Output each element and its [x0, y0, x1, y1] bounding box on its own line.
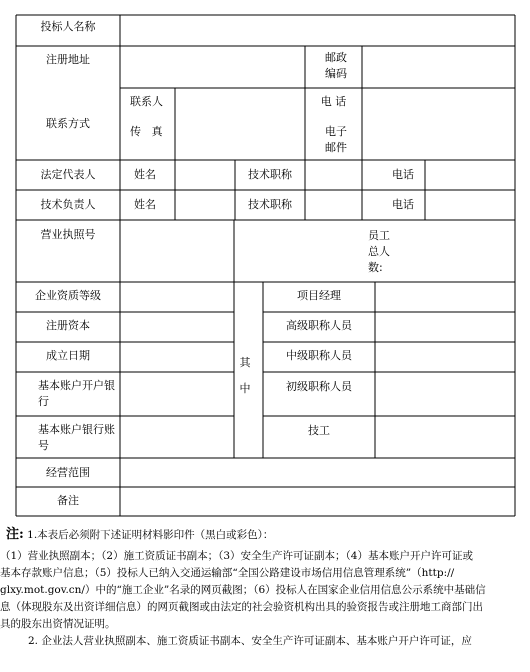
mid-title-label: 中级职称人员: [286, 349, 352, 362]
notes-line-6: 具的股东出资情况证明。: [0, 618, 116, 630]
notes-label: 注:: [6, 527, 24, 542]
tech-lead-label: 技术负责人: [40, 198, 96, 211]
staff-total-label: 员工总人数:: [368, 229, 390, 274]
legal-rep-name-label: 姓名: [134, 168, 156, 181]
notes-line-7: 2. 企业法人营业执照副本、施工资质证书副本、安全生产许可证副本、基本账户开户许可证，应: [28, 635, 472, 647]
notes-section: [0, 526, 530, 650]
remarks-label: 备注: [57, 494, 79, 507]
junior-title-label: 初级职称人员: [286, 380, 352, 393]
notes-line-5: 息（体现股东及出资详细信息）的网页截图或由法定的社会验资机构出具的验资报告或注册地工商部门出: [0, 601, 483, 613]
phone-label-top: 电 话: [320, 95, 347, 108]
tech-lead-phone-label: 电话: [392, 198, 414, 211]
legal-rep-label: 法定代表人: [40, 168, 96, 181]
est-date-label: 成立日期: [46, 349, 90, 362]
email-label: 电子邮件: [325, 125, 347, 154]
legal-rep-phone-label: 电话: [392, 168, 414, 181]
reg-capital-label: 注册资本: [46, 319, 90, 332]
bank-account-label: 基本账户银行账号: [38, 423, 115, 452]
fax-label: 传 真: [130, 125, 163, 138]
business-scope-label: 经营范围: [46, 466, 90, 479]
qualification-label: 企业资质等级: [35, 289, 101, 302]
contact-person-label: 联系人: [130, 95, 163, 108]
project-manager-label: 项目经理: [297, 289, 341, 302]
senior-title-label: 高级职称人员: [286, 319, 352, 332]
tech-lead-title-label: 技术职称: [248, 198, 292, 211]
bidder-name-label: 投标人名称: [40, 20, 96, 33]
technician-label: 技工: [308, 424, 330, 437]
legal-rep-title-label: 技术职称: [248, 168, 292, 181]
notes-line-1: 1.本表后必须附下述证明材料影印件（黑白或彩色）：: [27, 529, 274, 541]
contact-method-label: 联系方式: [46, 117, 90, 130]
tech-lead-name-label: 姓名: [134, 198, 156, 211]
bank-name-label: 基本账户开户银行: [38, 379, 115, 408]
notes-line-4: glxy.mot.gov.cn/）中的“施工企业”名录的网页截图；（6）投标人在国家企业信用信息公示系统中基础信: [0, 584, 486, 596]
notes-line-3: 基本存款账户信息；（5）投标人已纳入交通运输部“全国公路建设市场信用信息管理系统”（http://: [0, 567, 455, 579]
reg-address-label: 注册地址: [46, 53, 90, 66]
license-no-label: 营业执照号: [40, 228, 96, 241]
among-label: 其中: [239, 356, 251, 395]
postcode-label: 邮政编码: [325, 51, 347, 80]
notes-line-2: （1）营业执照副本；（2）施工资质证书副本；（3）安全生产许可证副本；（4）基本账户开户许可证或: [0, 550, 473, 562]
